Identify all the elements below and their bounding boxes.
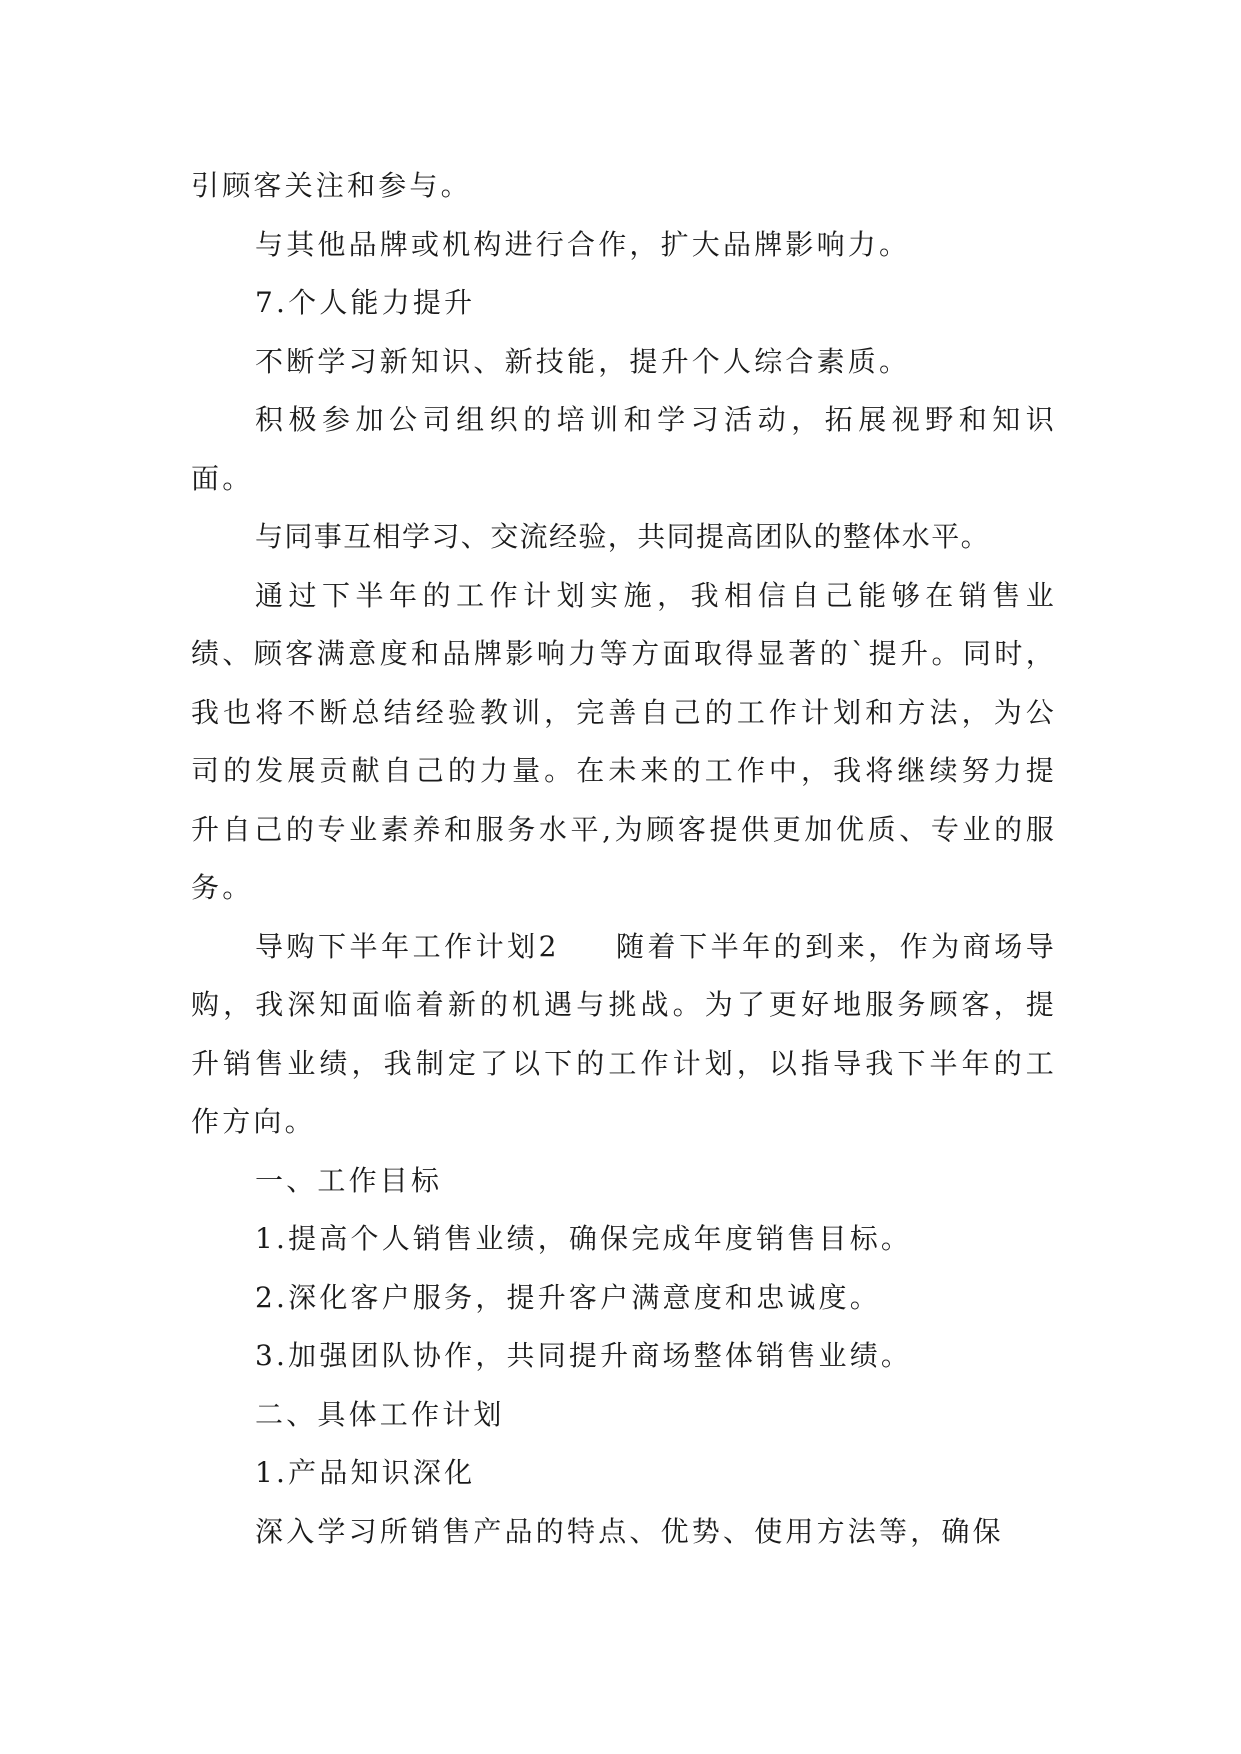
paragraph: 不断学习新知识、新技能，提升个人综合素质。 [255,344,911,378]
paragraph-with-title [191,918,1057,1152]
paragraph: 与其他品牌或机构进行合作，扩大品牌影响力。 [255,227,911,261]
list-item: 1.提高个人销售业绩，确保完成年度销售目标。 [255,1222,913,1255]
paragraph: 积极参加公司组织的培训和学习活动，拓展视野和知识面。 [191,403,1057,495]
list-item: 3.加强团队协作，共同提升商场整体销售业绩。 [255,1339,913,1372]
document-title: 导购下半年工作计划2 [255,929,560,963]
section-heading: 一、工作目标 [255,1163,443,1197]
list-item: 2.深化客户服务，提升客户满意度和忠诚度。 [255,1280,881,1314]
document-body [191,157,1057,1561]
paragraph: 引顾客关注和参与。 [191,169,472,202]
section-heading: 二、具体工作计划 [255,1397,505,1431]
subsection-heading: 1.产品知识深化 [255,1456,476,1489]
paragraph: 深入学习所销售产品的特点、优势、使用方法等，确保 [255,1514,1004,1548]
section-heading: 7.个人能力提升 [255,286,476,319]
paragraph-body: 随着下半年的到来，作为商场导购，我深知面临着新的机遇与挑战。为了更好地服务顾客，提升销售业绩，我制定了以下的工作计划，以指导我下半年的工作方向。 [191,929,1057,1138]
paragraph: 通过下半年的工作计划实施，我相信自己能够在销售业绩、顾客满意度和品牌影响力等方面取得显著的`提升。同时，我也将不断总结经验教训，完善自己的工作计划和方法，为公司的发展贡献自己的力量。在未来的工作中，我将继续努力提升自己的专业素养和服务水平,为顾客提供更加优质、专业的服务。 [191,578,1057,904]
paragraph: 与同事互相学习、交流经验，共同提高团队的整体水平。 [255,520,991,553]
